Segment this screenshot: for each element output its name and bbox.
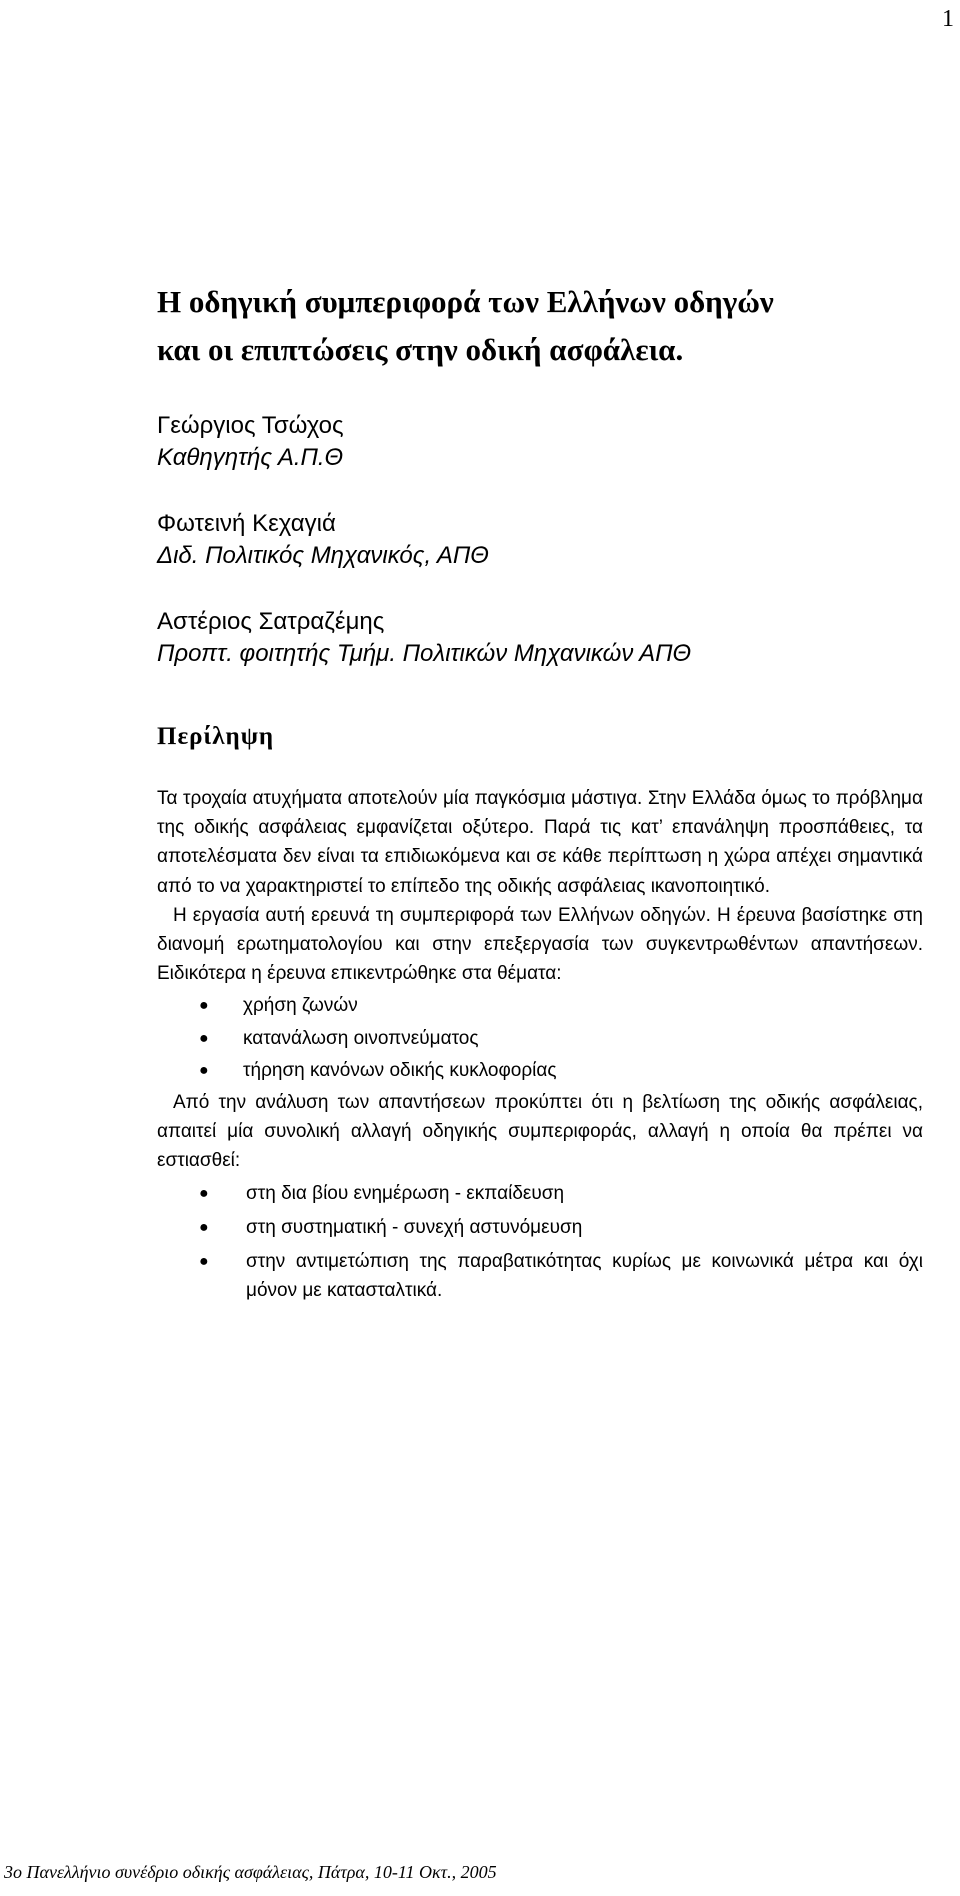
bullet-icon: ● (199, 997, 209, 1015)
list-item (157, 1179, 923, 1208)
author-affiliation: Καθηγητής Α.Π.Θ (157, 444, 344, 471)
list-item-text: στην αντιμετώπιση της παραβατικότητας κυρίως με κοινωνικά μέτρα και όχι μόνον με κατασταλτικά. (246, 1251, 923, 1302)
author-block (157, 508, 917, 572)
list-item (157, 1056, 923, 1085)
abstract-heading: Περίληψη (157, 723, 275, 750)
bullet-icon: ● (199, 1061, 209, 1079)
author-affiliation: Διδ. Πολιτικός Μηχανικός, ΑΠΘ (157, 542, 489, 569)
abstract-body (157, 784, 923, 1310)
abstract-paragraph: Τα τροχαία ατυχήματα αποτελούν μία παγκόσμια μάστιγα. Στην Ελλάδα όμως το πρόβλημα της οδικής ασφάλειας εμφανίζεται οξύτερο. Παρά τις κατ’ επανάληψη προσπάθειες, τα αποτελέσματα δεν είναι τα επιδιωκόμενα και σε κάθε περίπτωση η χώρα απέχει σημαντικά από το να χαρακτηριστεί το επίπεδο της οδικής ασφάλειας ικανοποιητικό. (157, 788, 923, 897)
list-item (157, 1247, 923, 1305)
paper-title (157, 278, 937, 374)
list-item (157, 1024, 923, 1053)
list-item (157, 991, 923, 1020)
conference-footer: 3ο Πανελλήνιο συνέδριο οδικής ασφάλειας, Πάτρα, 10-11 Οκτ., 2005 (4, 1862, 497, 1882)
title-line-1: Η οδηγική συμπεριφορά των Ελλήνων οδηγών (157, 284, 774, 319)
bullet-icon: ● (199, 1218, 209, 1236)
list-item-text: στη συστηματική - συνεχή αστυνόμευση (246, 1216, 583, 1238)
author-name: Φωτεινή Κεχαγιά (157, 510, 336, 537)
focus-list (157, 1179, 923, 1306)
list-item (157, 1213, 923, 1242)
list-item-text: τήρηση κανόνων οδικής κυκλοφορίας (243, 1059, 557, 1081)
author-block (157, 606, 917, 670)
bullet-icon: ● (199, 1253, 209, 1271)
topics-list (157, 991, 923, 1085)
abstract-paragraph: Η εργασία αυτή ερευνά τη συμπεριφορά των Ελλήνων οδηγών. Η έρευνα βασίστηκε στη διανομή ερωτηματολογίου και στην επεξεργασία των συγκεντρωθέντων απαντήσεων. Ειδικότερα η έρευνα επικεντρώθηκε στα θέματα: (157, 904, 923, 985)
author-affiliation: Προπτ. φοιτητής Τμήμ. Πολιτικών Μηχανικών ΑΠΘ (157, 640, 692, 667)
bullet-icon: ● (199, 1184, 209, 1202)
list-item-text: κατανάλωση οινοπνεύματος (243, 1027, 479, 1049)
page-number: 1 (942, 6, 954, 32)
author-name: Αστέριος Σατραζέμης (157, 608, 385, 635)
list-item-text: χρήση ζωνών (243, 995, 358, 1017)
bullet-icon: ● (199, 1029, 209, 1047)
abstract-paragraph: Από την ανάλυση των απαντήσεων προκύπτει ότι η βελτίωση της οδικής ασφάλειας, απαιτεί μία συνολική αλλαγή οδηγικής συμπεριφοράς, αλλαγή η οποία θα πρέπει να εστιασθεί: (157, 1092, 923, 1172)
author-name: Γεώργιος Τσώχος (157, 412, 344, 439)
title-line-2: και οι επιπτώσεις στην οδική ασφάλεια. (157, 332, 684, 367)
author-block (157, 410, 917, 474)
author-list (157, 410, 917, 704)
list-item-text: στη δια βίου ενημέρωση - εκπαίδευση (246, 1182, 565, 1204)
